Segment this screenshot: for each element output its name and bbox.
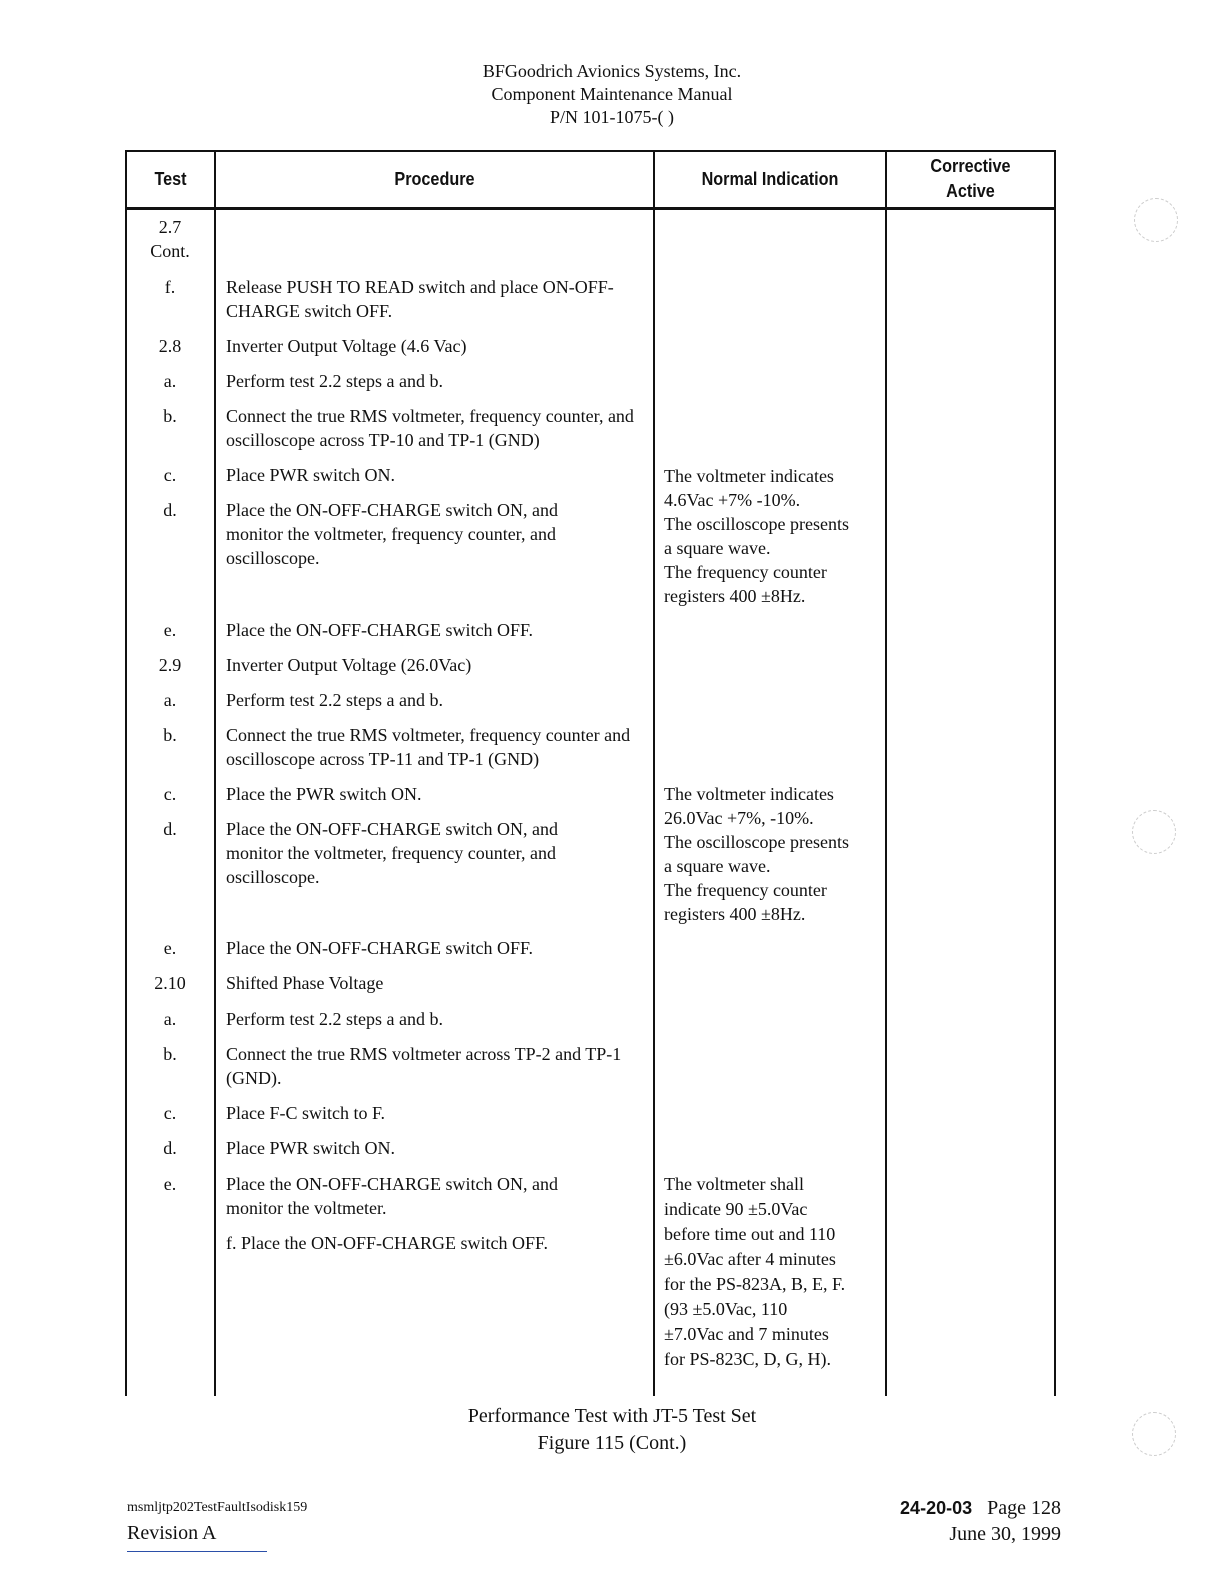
- procedure-step: Inverter Output Voltage (26.0Vac): [226, 655, 472, 675]
- company-name: BFGoodrich Avionics Systems, Inc.: [482, 61, 742, 81]
- step-label: c.: [163, 784, 177, 804]
- procedure-step: Place the ON-OFF-CHARGE switch OFF.: [226, 938, 534, 958]
- indication-line: The oscilloscope presents: [664, 514, 849, 534]
- step-label: b.: [163, 1044, 177, 1064]
- test-id: 2.7: [158, 217, 182, 237]
- test-id: 2.9: [158, 655, 182, 675]
- procedure-table: [125, 150, 1057, 1396]
- procedure-step: Connect the true RMS voltmeter across TP-2 and TP-1 (GND).: [226, 1044, 622, 1088]
- normal-indication: [664, 1172, 884, 1372]
- step-label: e.: [163, 938, 177, 958]
- table-right-border: [1054, 150, 1056, 1396]
- indication-line: The voltmeter indicates: [664, 466, 834, 486]
- step-label: c.: [163, 465, 177, 485]
- step-label: d.: [163, 819, 177, 839]
- indication-line: registers 400 ±8Hz.: [664, 586, 806, 606]
- revision-label: Revision A: [127, 1522, 217, 1544]
- procedure-step: Perform test 2.2 steps a and b.: [226, 690, 443, 710]
- procedure-step: Place the PWR switch ON.: [226, 784, 422, 804]
- procedure-step: Place the ON-OFF-CHARGE switch OFF.: [226, 620, 534, 640]
- indication-line: 26.0Vac +7%, -10%.: [664, 808, 814, 828]
- procedure-step: Connect the true RMS voltmeter, frequency counter and oscilloscope across TP-11 and TP-1 (GND): [226, 725, 631, 769]
- corrective-label-line1: Corrective: [930, 156, 1011, 176]
- procedure-step: Place PWR switch ON.: [226, 1138, 395, 1158]
- indication-line: The oscilloscope presents: [664, 832, 849, 852]
- step-label: f.: [164, 277, 176, 297]
- column-divider-procedure: [653, 150, 655, 1396]
- step-label: d.: [163, 1138, 177, 1158]
- part-number: P/N 101-1075-( ): [550, 107, 674, 127]
- footer-right: [900, 1497, 1061, 1546]
- test-number: [125, 215, 215, 263]
- step-label: c.: [163, 1103, 177, 1123]
- procedure-step: Place the ON-OFF-CHARGE switch ON, and monitor the voltmeter.: [226, 1174, 558, 1218]
- indication-line: indicate 90 ±5.0Vac: [664, 1199, 808, 1219]
- test-continued: Cont.: [150, 241, 190, 261]
- punch-hole-icon: [1134, 198, 1178, 242]
- procedure-step: Connect the true RMS voltmeter, frequency counter, and oscilloscope across TP-10 and TP-1 (GND): [226, 406, 634, 450]
- section-code: 24-20-03: [900, 1498, 973, 1518]
- page-header: [0, 60, 1224, 129]
- footer-rule: [127, 1551, 267, 1552]
- step-label: d.: [163, 500, 177, 520]
- step-label: a.: [163, 690, 177, 710]
- step-label: e.: [163, 620, 177, 640]
- figure-caption: [0, 1403, 1224, 1457]
- figure-title: Performance Test with JT-5 Test Set: [467, 1405, 757, 1427]
- figure-number: Figure 115 (Cont.): [537, 1432, 687, 1454]
- step-label: b.: [163, 406, 177, 426]
- manual-title: Component Maintenance Manual: [491, 84, 733, 104]
- procedure-step: Place the ON-OFF-CHARGE switch ON, and monitor the voltmeter, frequency counter, and oscilloscope.: [226, 819, 558, 887]
- column-header-corrective-action: [895, 150, 1045, 208]
- column-header-procedure: Procedure: [394, 168, 475, 189]
- procedure-step: Place PWR switch ON.: [226, 465, 395, 485]
- column-header-normal-indication: Normal Indication: [701, 168, 839, 189]
- corrective-label-line2: Active: [946, 181, 995, 201]
- step-label: a.: [163, 1009, 177, 1029]
- procedure-step: f. Place the ON-OFF-CHARGE switch OFF.: [226, 1233, 549, 1253]
- indication-line: The frequency counter: [664, 562, 827, 582]
- indication-line: ±7.0Vac and 7 minutes: [664, 1324, 829, 1344]
- indication-line: The voltmeter shall: [664, 1174, 804, 1194]
- procedure-step: Place F-C switch to F.: [226, 1103, 386, 1123]
- indication-line: a square wave.: [664, 538, 771, 558]
- indication-line: (93 ±5.0Vac, 110: [664, 1299, 788, 1319]
- test-id: 2.10: [154, 973, 186, 993]
- page-number: Page 128: [987, 1497, 1061, 1519]
- procedure-step: Inverter Output Voltage (4.6 Vac): [226, 336, 467, 356]
- step-label: a.: [163, 371, 177, 391]
- page-reference: [900, 1497, 1061, 1520]
- normal-indication: [664, 782, 884, 926]
- indication-line: before time out and 110: [664, 1224, 836, 1244]
- indication-line: for the PS-823A, B, E, F.: [664, 1274, 846, 1294]
- test-id: 2.8: [158, 336, 182, 356]
- document-id: msmljtp202TestFaultIsodisk159: [127, 1500, 308, 1515]
- procedure-step: Release PUSH TO READ switch and place ON-OFF-CHARGE switch OFF.: [226, 277, 614, 321]
- punch-hole-icon: [1132, 810, 1176, 854]
- indication-line: registers 400 ±8Hz.: [664, 904, 806, 924]
- indication-line: The frequency counter: [664, 880, 827, 900]
- indication-line: 4.6Vac +7% -10%.: [664, 490, 801, 510]
- footer-left: [127, 1500, 307, 1552]
- indication-line: for PS-823C, D, G, H).: [664, 1349, 832, 1369]
- indication-line: a square wave.: [664, 856, 771, 876]
- punch-hole-icon: [1132, 1412, 1176, 1456]
- step-label: e.: [163, 1174, 177, 1194]
- column-divider-normal: [885, 150, 887, 1396]
- procedure-step: Perform test 2.2 steps a and b.: [226, 1009, 443, 1029]
- indication-line: ±6.0Vac after 4 minutes: [664, 1249, 836, 1269]
- column-header-test: Test: [154, 168, 187, 189]
- step-label: b.: [163, 725, 177, 745]
- revision-date: June 30, 1999: [949, 1523, 1061, 1545]
- procedure-step: Place the ON-OFF-CHARGE switch ON, and monitor the voltmeter, frequency counter, and oscilloscope.: [226, 500, 558, 568]
- procedure-step: Shifted Phase Voltage: [226, 973, 384, 993]
- indication-line: The voltmeter indicates: [664, 784, 834, 804]
- normal-indication: [664, 464, 884, 608]
- procedure-step: Perform test 2.2 steps a and b.: [226, 371, 443, 391]
